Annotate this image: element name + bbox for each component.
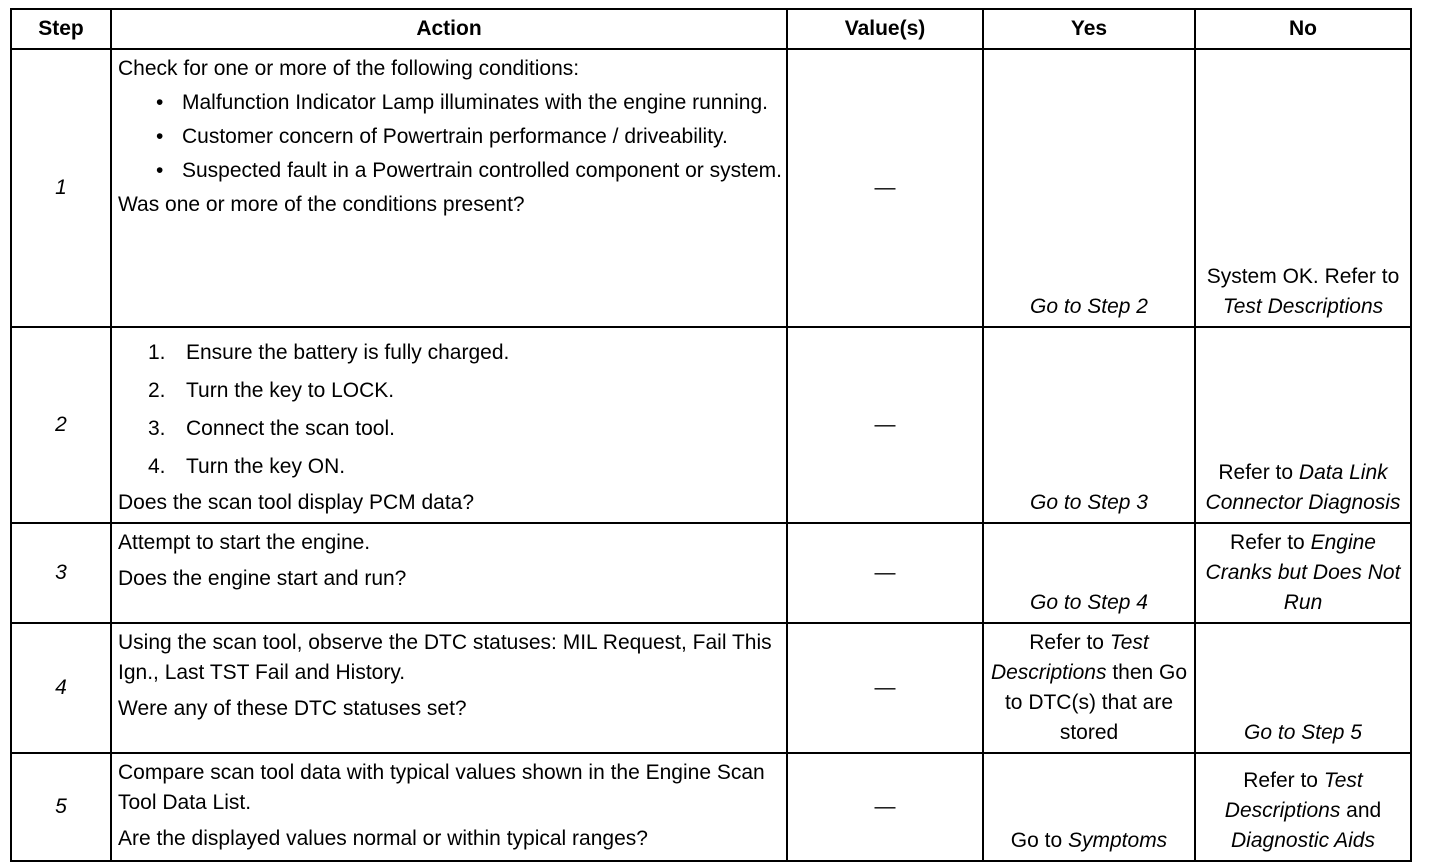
yes-cell: Go to Step 3 (983, 327, 1195, 523)
bullet-item: • Suspected fault in a Powertrain controlled component or system. (156, 159, 782, 182)
action-question: Does the engine start and run? (118, 567, 407, 590)
value-cell: — (787, 49, 983, 327)
yes-cell: Refer to Test Descriptions then Go to DTC(s) that are stored (983, 623, 1195, 753)
value-cell: — (787, 623, 983, 753)
action-intro: Compare scan tool data with typical values shown in the Engine Scan Tool Data List. (118, 761, 765, 814)
action-cell (111, 753, 787, 861)
value-cell: — (787, 327, 983, 523)
diagnostic-table (10, 8, 1412, 862)
no-cell: Go to Step 5 (1195, 623, 1411, 753)
no-cell: Refer to Data Link Connector Diagnosis (1195, 327, 1411, 523)
action-cell (111, 49, 787, 327)
action-intro: Check for one or more of the following conditions: (118, 57, 580, 80)
numbered-item: 3. Connect the scan tool. (148, 417, 395, 440)
action-intro: Using the scan tool, observe the DTC statuses: MIL Request, Fail This Ign., Last TST Fail and History. (118, 631, 772, 684)
header-yes: Yes (983, 9, 1195, 49)
table-row (11, 753, 1411, 861)
value-cell: — (787, 753, 983, 861)
header-row (11, 9, 1411, 49)
table-row (11, 623, 1411, 753)
table-row (11, 49, 1411, 327)
yes-cell: Go to Symptoms (983, 753, 1195, 861)
step-number: 4 (11, 623, 111, 753)
no-cell: Refer to Engine Cranks but Does Not Run (1195, 523, 1411, 623)
action-question: Was one or more of the conditions present? (118, 193, 525, 216)
value-cell: — (787, 523, 983, 623)
numbered-item: 2. Turn the key to LOCK. (148, 379, 395, 402)
table-row (11, 327, 1411, 523)
yes-cell: Go to Step 4 (983, 523, 1195, 623)
table-row (11, 523, 1411, 623)
bullet-item: • Malfunction Indicator Lamp illuminates with the engine running. (156, 91, 769, 114)
action-intro: Attempt to start the engine. (118, 531, 371, 554)
action-question: Does the scan tool display PCM data? (118, 491, 475, 514)
header-step: Step (11, 9, 111, 49)
no-cell: System OK. Refer to Test Descriptions (1195, 49, 1411, 327)
step-number: 3 (11, 523, 111, 623)
bullet-item: • Customer concern of Powertrain performance / driveability. (156, 125, 728, 148)
header-no: No (1195, 9, 1411, 49)
action-cell (111, 523, 787, 623)
no-cell: Refer to Test Descriptions and Diagnostic Aids (1195, 753, 1411, 861)
action-cell (111, 327, 787, 523)
numbered-item: 4. Turn the key ON. (148, 455, 346, 478)
step-number: 5 (11, 753, 111, 861)
action-question: Were any of these DTC statuses set? (118, 697, 467, 720)
step-number: 2 (11, 327, 111, 523)
action-question: Are the displayed values normal or within typical ranges? (118, 827, 648, 850)
numbered-item: 1. Ensure the battery is fully charged. (148, 341, 510, 364)
yes-cell: Go to Step 2 (983, 49, 1195, 327)
step-number: 1 (11, 49, 111, 327)
header-values: Value(s) (787, 9, 983, 49)
header-action: Action (111, 9, 787, 49)
action-cell (111, 623, 787, 753)
